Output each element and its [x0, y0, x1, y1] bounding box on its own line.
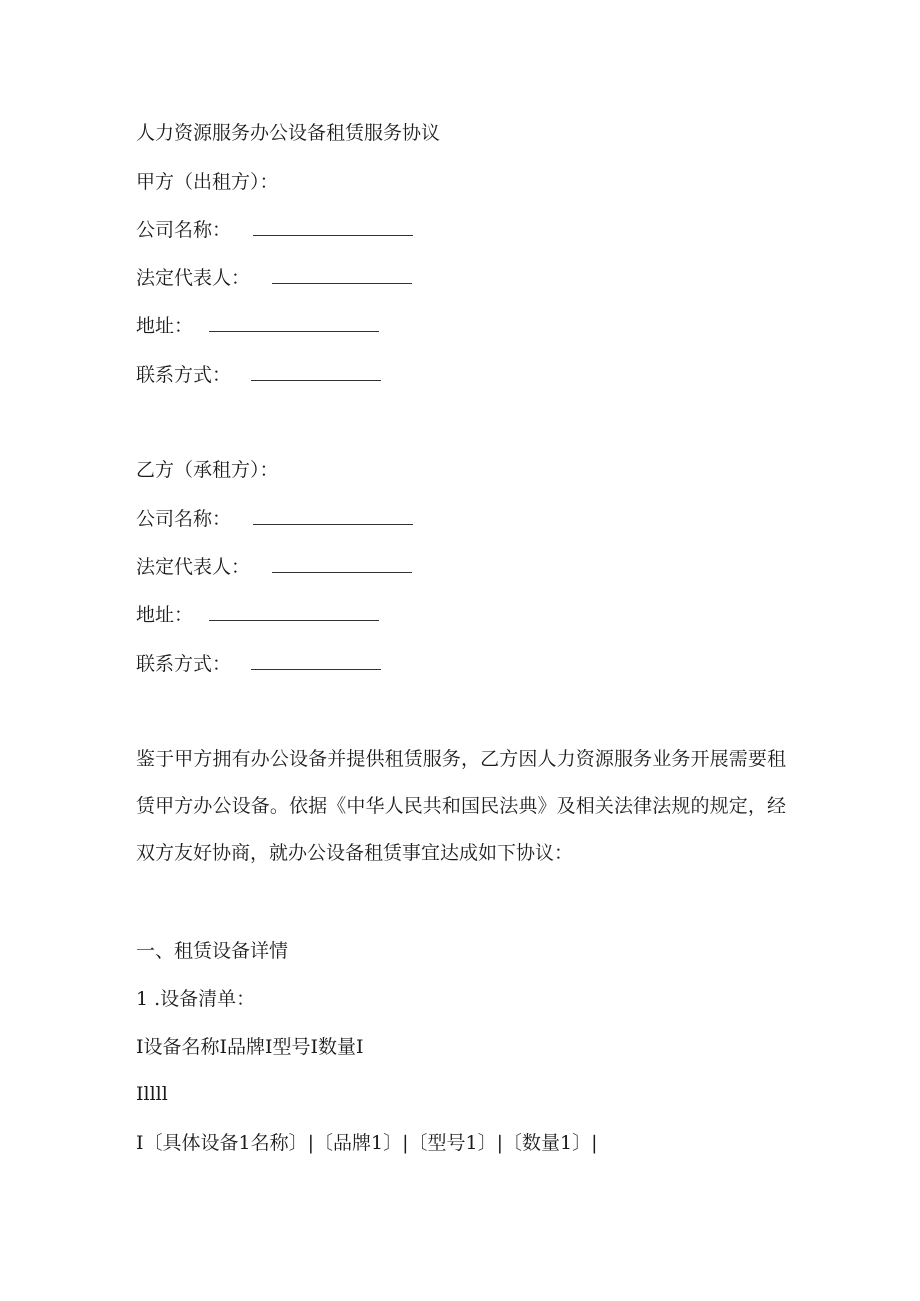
party-a-contact-row	[136, 363, 381, 387]
section-1-heading: 一、租赁设备详情	[136, 940, 289, 962]
item-1-heading: 1 .设备清单：	[136, 988, 256, 1010]
party-a-contact-label: 联系方式：	[136, 364, 232, 386]
party-a-company-row	[136, 218, 413, 242]
party-a-company-blank	[253, 219, 413, 236]
party-a-address-blank	[209, 315, 379, 332]
party-a-rep-label: 法定代表人：	[136, 267, 251, 289]
table-separator-line: Illll	[136, 1083, 168, 1105]
party-b-contact-row	[136, 652, 381, 676]
party-b-company-row	[136, 507, 413, 531]
party-b-contact-label: 联系方式：	[136, 653, 232, 675]
table-row-line: I〔具体设备1名称〕|〔品牌1〕|〔型号1〕|〔数量1〕|	[136, 1132, 598, 1154]
party-b-address-row	[136, 603, 379, 627]
party-b-rep-row	[136, 555, 412, 579]
party-a-rep-blank	[272, 267, 412, 284]
party-a-heading: 甲方（出租方）：	[136, 171, 279, 193]
party-a-rep-row	[136, 266, 412, 290]
party-b-company-label: 公司名称：	[136, 508, 232, 530]
party-a-contact-blank	[251, 364, 381, 381]
party-b-rep-label: 法定代表人：	[136, 556, 251, 578]
party-b-heading: 乙方（承租方）：	[136, 459, 279, 481]
preamble-paragraph: 鉴于甲方拥有办公设备并提供租赁服务，乙方因人力资源服务业务开展需要租赁甲方办公设备。依据《中华人民共和国民法典》及相关法律法规的规定，经双方友好协商，就办公设备租赁事宜达成如下协议：	[136, 748, 786, 864]
table-header-line: I设备名称I品牌I型号I数量I	[136, 1036, 364, 1058]
party-a-company-label: 公司名称：	[136, 219, 232, 241]
party-b-contact-blank	[251, 653, 381, 670]
party-a-address-row	[136, 314, 379, 338]
document-title: 人力资源服务办公设备租赁服务协议	[136, 122, 441, 144]
party-b-rep-blank	[272, 556, 412, 573]
party-a-address-label: 地址：	[136, 315, 194, 337]
party-b-company-blank	[253, 508, 413, 525]
party-b-address-label: 地址：	[136, 604, 194, 626]
party-b-address-blank	[209, 604, 379, 621]
